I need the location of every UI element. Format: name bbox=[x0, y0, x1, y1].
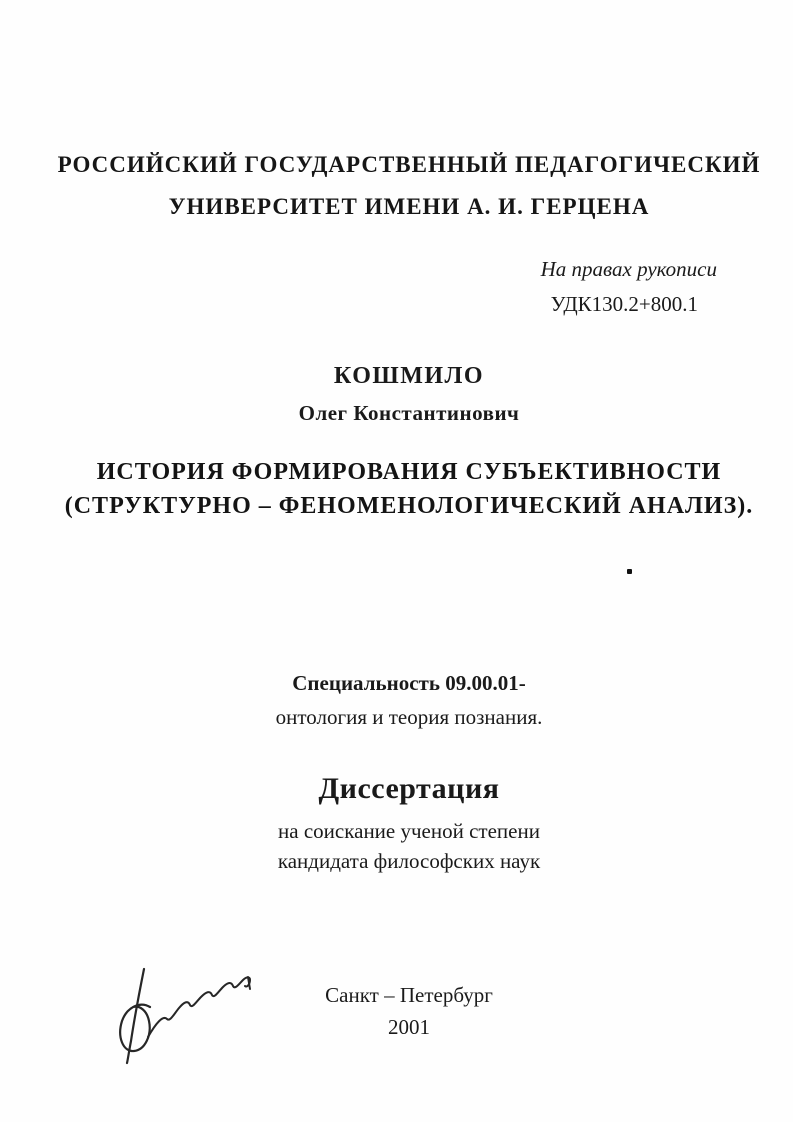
dissertation-title-line2: (СТРУКТУРНО – ФЕНОМЕНОЛОГИЧЕСКИЙ АНАЛИЗ). bbox=[64, 493, 754, 519]
udc-code: УДК130.2+800.1 bbox=[550, 292, 698, 316]
scan-speck-dot bbox=[627, 569, 632, 574]
university-name-line1: РОССИЙСКИЙ ГОСУДАРСТВЕННЫЙ ПЕДАГОГИЧЕСКИЙ bbox=[57, 152, 761, 177]
university-name-line2: УНИВЕРСИТЕТ ИМЕНИ А. И. ГЕРЦЕНА bbox=[168, 194, 650, 219]
author-surname: КОШМИЛО bbox=[333, 363, 485, 389]
thesis-degree-line1: на соискание ученой степени bbox=[278, 819, 540, 843]
author-given-names: Олег Константинович bbox=[298, 401, 520, 425]
specialty-field: онтология и теория познания. bbox=[275, 705, 543, 729]
signature-icon bbox=[100, 963, 260, 1065]
thesis-degree-line2: кандидата философских наук bbox=[277, 849, 541, 873]
thesis-heading: Диссертация bbox=[318, 772, 500, 805]
imprint-year: 2001 bbox=[388, 1015, 430, 1039]
manuscript-rights-note: На правах рукописи bbox=[540, 257, 717, 281]
imprint-city: Санкт – Петербург bbox=[325, 983, 493, 1007]
handwritten-signature bbox=[100, 963, 260, 1065]
dissertation-title-line1: ИСТОРИЯ ФОРМИРОВАНИЯ СУБЪЕКТИВНОСТИ bbox=[96, 459, 722, 485]
specialty-code: Специальность 09.00.01- bbox=[292, 671, 526, 695]
